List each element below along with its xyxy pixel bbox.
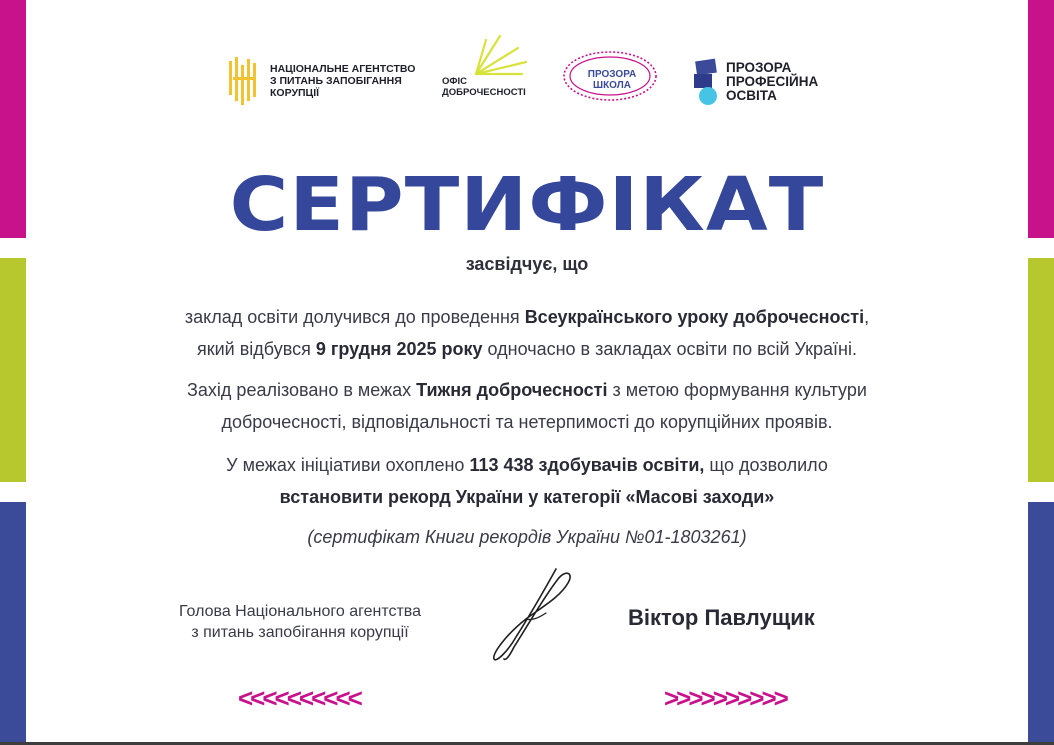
record-certificate-note: (сертифікат Книги рекордів України №01-1803261) <box>307 527 747 547</box>
nazk-logo <box>228 55 415 107</box>
nazk-line2: З ПИТАНЬ ЗАПОБІГАННЯ <box>270 75 402 87</box>
right-chevrons-decor: >>>>>>>>>> <box>664 683 786 713</box>
school-line1: ПРОЗОРА <box>587 69 637 80</box>
certificate-subtitle: засвідчує, що <box>465 254 589 274</box>
prof-line2: ПРОФЕСІЙНА <box>726 74 819 89</box>
certificate-title: СЕРТИФІКАТ <box>229 162 825 248</box>
school-logo-text <box>562 69 662 91</box>
office-line1: ОФІС <box>442 76 467 87</box>
nazk-line1: НАЦІОНАЛЬНЕ АГЕНТСТВО <box>270 63 416 75</box>
spark-icon <box>442 34 542 80</box>
prof-line1: ПРОЗОРА <box>726 60 792 75</box>
paragraph-record: У межах ініціативи охоплено 113 438 здобувачів освіти, що дозволило встановити рекорд України у категорії «Масові заходи» <box>226 455 828 507</box>
prof-line3: ОСВІТА <box>726 88 777 103</box>
paragraph-lesson: заклад освіти долучився до проведення Всеукраїнського уроку доброчесності, який відбувся 9 грудня 2025 року одночасно в закладах освіти по всій Україні. <box>184 307 870 359</box>
office-logo-text <box>442 76 526 98</box>
transparent-school-logo <box>562 48 670 108</box>
signatory-role: Голова Національного агентства з питань запобігання корупції <box>178 603 422 641</box>
integrity-office-logo <box>442 34 542 104</box>
office-line2: ДОБРОЧЕСНОСТІ <box>442 87 526 98</box>
transparent-vocational-logo <box>694 56 818 108</box>
left-chevrons-decor: <<<<<<<<<< <box>238 683 360 713</box>
logo-row <box>0 30 1054 120</box>
school-line2: ШКОЛА <box>593 80 631 91</box>
handwritten-signature <box>486 563 582 667</box>
nazk-logo-text <box>270 63 415 99</box>
nazk-emblem-icon <box>228 55 260 107</box>
nazk-line3: КОРУПЦІЇ <box>270 87 320 99</box>
squares-circle-icon <box>694 56 720 108</box>
paragraph-week: Захід реалізовано в межах Тижня доброчесності з метою формування культури доброчесності, відповідальності та нетерпимості до корупційних проявів. <box>187 380 867 432</box>
signatory-name: Віктор Павлущик <box>628 605 815 630</box>
prof-logo-text <box>726 61 818 103</box>
